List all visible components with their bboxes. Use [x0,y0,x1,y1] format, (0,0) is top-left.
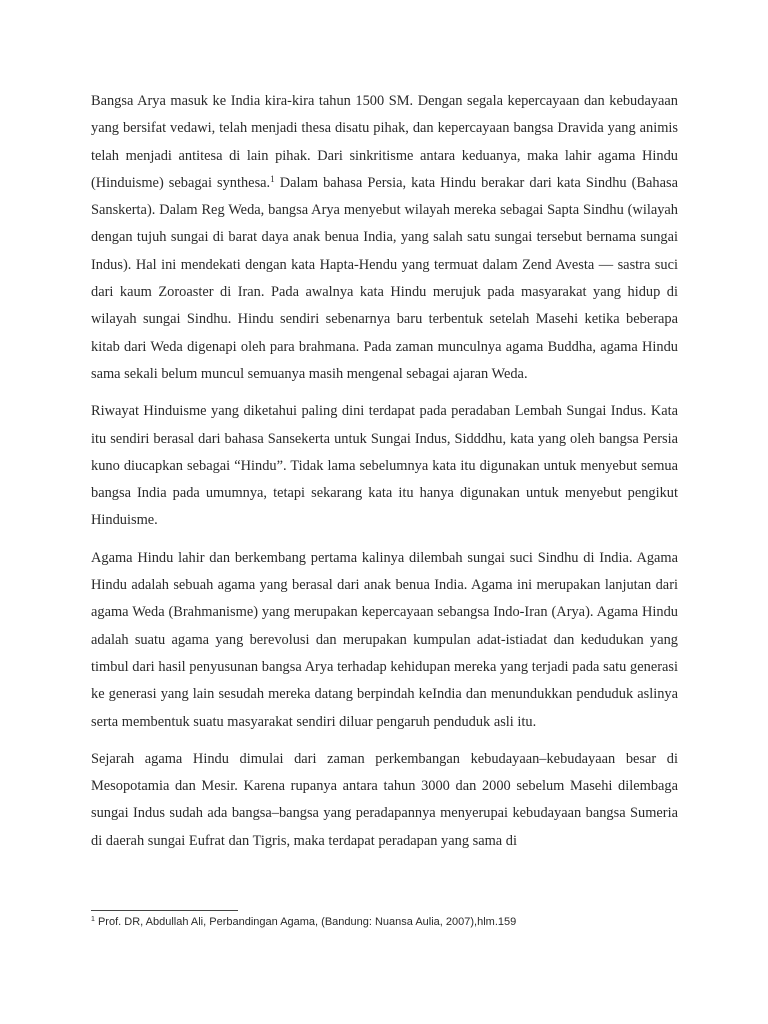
footnote-reference: 1 [270,173,275,184]
paragraph-1 [91,88,678,388]
body-text [91,88,678,865]
paragraph-1-text-b: Dalam bahasa Persia, kata Hindu berakar dari kata Sindhu (Bahasa Sanskerta). Dalam Reg Weda, bangsa Arya menyebut wilayah mereka sebagai Sapta Sindhu (wilayah dengan tujuh sungai di barat daya anak benua India, yang salah satu sungai tersebut bernama sungai Indus). Hal ini mendekati dengan kata Hapta-Hendu yang termuat dalam Zend Avesta — sastra suci dari kaum Zoroaster di Iran. Pada awalnya kata Hindu merujuk pada masyarakat yang hidup di wilayah sungai Sindhu. Hindu sendiri sebenarnya baru terbentuk setelah Masehi ketika beberapa kitab dari Weda digenapi oleh para brahmana. Pada zaman munculnya agama Buddha, agama Hindu sama sekali belum muncul semuanya masih mengenal sebagai ajaran Weda. [91,174,678,382]
footnote-number: 1 [91,916,95,923]
footnote-separator [91,910,238,911]
paragraph-4: Sejarah agama Hindu dimulai dari zaman perkembangan kebudayaan–kebudayaan besar di Mesopotamia dan Mesir. Karena rupanya antara tahun 3000 dan 2000 sebelum Masehi dilembaga sungai Indus sudah ada bangsa–bangsa yang peradapannya menyerupai kebudayaan bangsa Sumeria di daerah sungai Eufrat dan Tigris, maka terdapat peradapan yang sama di [91,750,678,849]
paragraph-1-text-a: Bangsa Arya masuk ke India kira-kira tahun 1500 SM. Dengan segala kepercayaan dan kebudayaan yang bersifat vedawi, telah menjadi thesa disatu pihak, dan kepercayaan bangsa Dravida yang animis telah menjadi antitesa di lain pihak. Dari sinkritisme antara keduanya, maka lahir agama Hindu (Hinduisme) sebagai synthesa. [91,93,678,191]
footnote-text: Prof. DR, Abdullah Ali, Perbandingan Agama, (Bandung: Nuansa Aulia, 2007),hlm.159 [94,916,517,928]
footnote [91,914,691,930]
paragraph-2: Riwayat Hinduisme yang diketahui paling dini terdapat pada peradaban Lembah Sungai Indus. Kata itu sendiri berasal dari bahasa Sansekerta untuk Sungai Indus, Sidddhu, kata yang oleh bangsa Persia kuno diucapkan sebagai “Hindu”. Tidak lama sebelumnya kata itu digunakan untuk menyebut semua bangsa India pada umumnya, tetapi sekarang kata itu hanya digunakan untuk menyebut pengikut Hinduisme. [91,403,678,529]
paragraph-3: Agama Hindu lahir dan berkembang pertama kalinya dilembah sungai suci Sindhu di India. Agama Hindu adalah sebuah agama yang berasal dari anak benua India. Agama ini merupakan lanjutan dari agama Weda (Brahmanisme) yang merupakan kepercayaan sebangsa Indo-Iran (Arya). Agama Hindu adalah suatu agama yang berevolusi dan merupakan kumpulan adat-istiadat dan kedudukan yang timbul dari hasil penyusunan bangsa Arya terhadap kehidupan mereka yang terjadi pada satu generasi ke generasi yang lain sesudah mereka datang berpindah keIndia dan menundukkan penduduk aslinya serta membentuk suatu masyarakat sendiri diluar pengaruh penduduk asli itu. [91,549,678,730]
